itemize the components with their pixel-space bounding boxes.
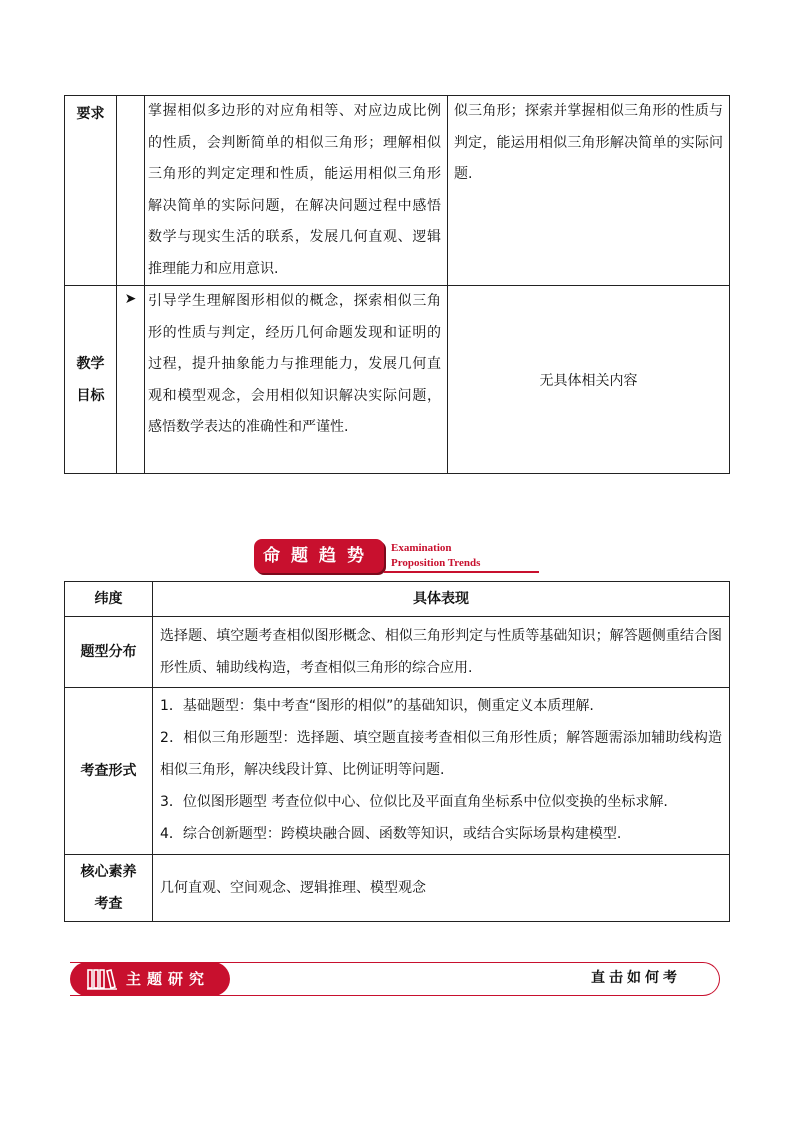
- trends-row-core-literacy: [65, 855, 730, 922]
- list-item: 4．综合创新题型：跨模块融合圆、函数等知识，或结合实际场景构建模型.: [160, 826, 622, 842]
- teaching-goals-right-text: 无具体相关内容: [448, 286, 730, 474]
- trends-row-exam-forms: [65, 688, 730, 855]
- arrow-bullet-icon: ➤: [117, 286, 145, 474]
- section-banner-title: 命题趋势: [254, 539, 384, 573]
- trends-row-question-types: [65, 617, 730, 688]
- books-icon: [86, 967, 120, 991]
- row-label: 考查形式: [65, 688, 153, 855]
- requirements-spacer: [117, 96, 145, 286]
- requirements-table: [64, 95, 730, 474]
- row-content: 几何直观、空间观念、逻辑推理、模型观念: [153, 855, 730, 922]
- list-item: 1．基础题型：集中考查“图形的相似”的基础知识，侧重定义本质理解.: [160, 698, 594, 714]
- section-banner-trends: [254, 537, 544, 577]
- row-content: 选择题、填空题考查相似图形概念、相似三角形判定与性质等基础知识；解答题侧重结合图形性质、辅助线构造，考查相似三角形的综合应用.: [153, 617, 730, 688]
- list-item: 2．相似三角形题型：选择题、填空题直接考查相似三角形性质；解答题需添加辅助线构造相似三角形，解决线段计算、比例证明等问题.: [160, 730, 722, 778]
- section-banner-underline: [384, 571, 539, 573]
- row-content: [153, 688, 730, 855]
- requirements-right-text: 似三角形；探索并掌握相似三角形的性质与判定，能运用相似三角形解决简单的实际问题.: [448, 96, 730, 286]
- teaching-goals-left-text: 引导学生理解图形相似的概念，探索相似三角形的性质与判定，经历几何命题发现和证明的过程，提升抽象能力与推理能力，发展几何直观和模型观念，会用相似知识解决实际问题，感悟数学表达的准确性和严谨性.: [145, 286, 448, 474]
- topic-research-pill: [70, 962, 230, 996]
- header-dimension: 纬度: [65, 582, 153, 617]
- requirements-label: 要求: [65, 96, 117, 286]
- requirements-left-text: 掌握相似多边形的对应角相等、对应边成比例的性质，会判断简单的相似三角形；理解相似三角形的判定定理和性质，能运用相似三角形解决简单的实际问题，在解决问题过程中感悟数学与现实生活的联系，发展几何直观、逻辑推理能力和应用意识.: [145, 96, 448, 286]
- trends-table: [64, 581, 730, 922]
- teaching-goals-row: [65, 286, 730, 474]
- topic-research-title: 主题研究: [126, 969, 211, 988]
- row-label: 核心素养 考查: [65, 855, 153, 922]
- section-banner-subtitle: Examination Proposition Trends: [391, 542, 481, 569]
- header-details: 具体表现: [153, 582, 730, 617]
- row-label: 题型分布: [65, 617, 153, 688]
- list-item: 3．位似图形题型 考查位似中心、位似比及平面直角坐标系中位似变换的坐标求解.: [160, 794, 668, 810]
- requirements-row: [65, 96, 730, 286]
- topic-research-right-text: 直击如何考: [591, 970, 681, 986]
- topic-research-banner: [70, 962, 720, 996]
- trends-header-row: [65, 582, 730, 617]
- teaching-goals-label: 教学 目标: [65, 286, 117, 474]
